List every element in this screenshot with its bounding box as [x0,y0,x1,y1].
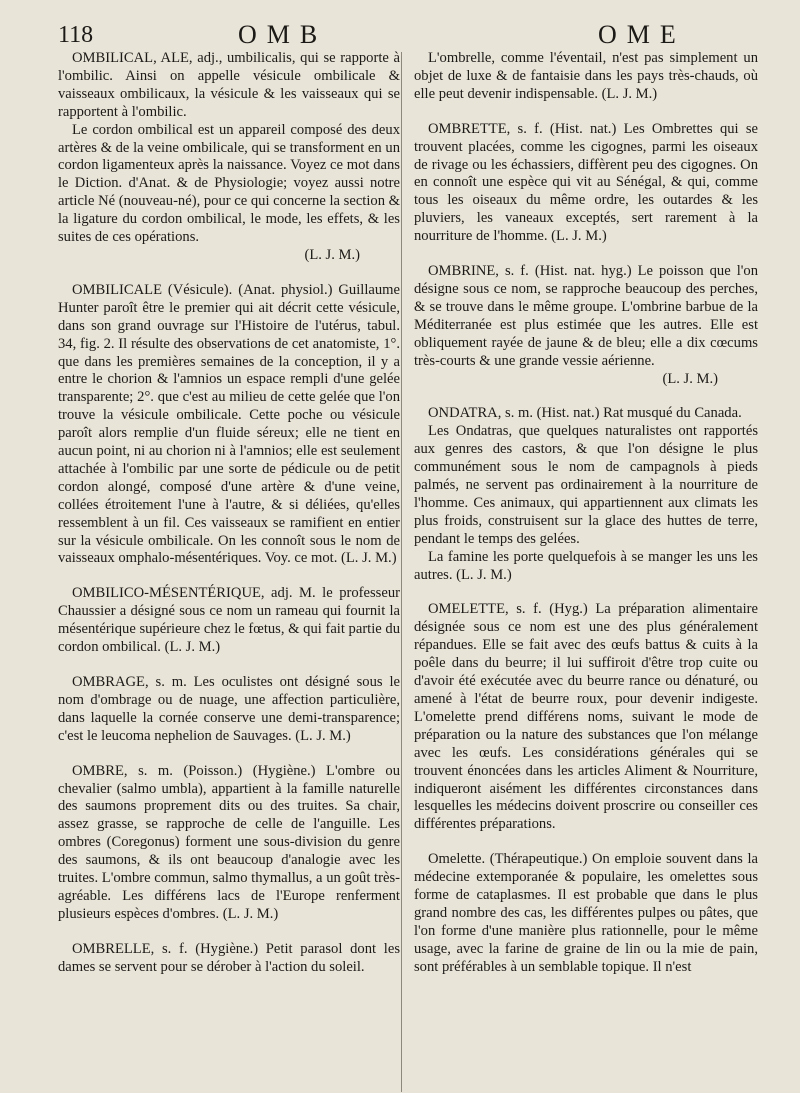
entry-ondatra [414,405,758,584]
page-number: 118 [58,22,94,48]
entry-paragraph: OMBRETTE, s. f. (Hist. nat.) Les Ombrettes qui se trouvent placées, comme les cigognes, parmi les oiseaux de rivage ou les échassiers, diffèrent peu des cigognes. On en connoît une espèce qui vit au Sénégal, & qui, comme tous les oiseaux du même ordre, les outardes & les pluviers, les vaneaux exceptés, sert rarement à la nourriture de l'homme. (L. J. M.) [414,120,758,245]
entry-ombrage [58,674,400,746]
entry-paragraph: OMBRELLE, s. f. (Hygiène.) Petit parasol dont les dames se servent pour se dérober à l'action du soleil. [58,940,400,975]
entry-paragraph: L'ombrelle, comme l'éventail, n'est pas simplement un objet de luxe & de fantaisie dans les pays très-chauds, où elle peut devenir indispensable. (L. J. M.) [414,50,758,102]
entry-omelette-therapeutique [414,851,758,976]
entry-ombrette [414,121,758,246]
entry-paragraph: OMBRE, s. m. (Poisson.) (Hygiène.) L'ombre ou chevalier (salmo umbla), appartient à la famille naturelle des saumons proprement dits ou des truites. Sa chair, assez grasse, se rapproche de celle de l'anguille. Les ombres (Coregonus) forment une sous-division du genre des saumons, & ils ont beaucoup d'analogie avec les truites. L'ombre commun, salmo thymallus, a un goût très-agréable. Les différens lacs de l'Europe renferment plusieurs espèces d'ombres. (L. J. M.) [58,762,400,922]
right-column [414,50,758,994]
entry-paragraph: Omelette. (Thérapeutique.) On emploie souvent dans la médecine extemporanée & populaire, les omelettes sous forme de cataplasmes. Il est probable que dans le plus grand nombre des cas, les différentes pulpes ou pâtes, que l'on forme d'une manière plus rationnelle, pour le même usage, avec la farine de graine de lin ou la mie de pain, sont préférables à un semblable topique. Il n'est [414,851,758,975]
entry-ombrine [414,263,758,388]
left-column [58,50,400,994]
page-header [50,18,770,52]
column-divider [401,52,402,1092]
entry-ombilical [58,50,400,265]
entry-paragraph: OMBILICAL, ALE, adj., umbilicalis, qui se rapporte à l'ombilic. Ainsi on appelle vésicule ombilicale & vaisseaux ombilicaux, la vésicule & les vaisseaux qui se rapportent à l'ombilic. [58,50,400,120]
entry-signature: (L. J. M.) [662,370,718,387]
entry-ombre [58,763,400,924]
entry-ombilico-mesenterique [58,585,400,657]
entry-paragraph: Les Ondatras, que quelques naturalistes ont rapportés aux genres des castors, & que l'on désigne le plus communément sous le nom de campagnols à pieds palmés, ne servent pas ordinairement à la nourriture de l'homme. Ces animaux, qui appartiennent aux climats les plus froids, construisent sur la glace des huttes de terre, pendant le temps des gelées. [414,423,758,547]
entry-ombrelle-continued [414,50,758,104]
entry-ombrelle [58,941,400,977]
entry-paragraph: OMBILICO-MÉSENTÉRIQUE, adj. M. le professeur Chaussier a désigné sous ce nom un rameau qui fournit la mésentérique supérieure chez le fœtus, & qui fait partie du cordon ombilical. (L. J. M.) [58,585,401,656]
entry-omelette [414,601,758,834]
entry-paragraph: OMBILICALE (Vésicule). (Anat. physiol.) Guillaume Hunter paroît être le premier qui ait décrit cette vésicule, dans son grand ouvrage sur l'Histoire de l'utérus, tabul. 34, fig. 2. Il résulte des observations de cet anatomiste, 1°. que dans les premières semaines de la conception, il y a entre le chorion & l'amnios un espace rempli d'une gelée transparente; 2°. que c'est au milieu de cette gelée que l'on trouve la vésicule ombilicale. Cette poche ou vésicule paroît alors remplie d'un fluide séreux; elle ne tient en aucun point, ni au chorion ni à l'amnios; elle est seulement attachée à l'ombilic par une sorte de pédicule ou de petit cordon alongé, composé d'une artère & d'une veine, collées étroitement l'une à l'autre, & si déliées, qu'elles ressemblent à un fil. Ces vaisseaux se ramifient en entier sur la vésicule ombilicale. On les connoît sous le nom de vaisseaux omphalo-mésentériques. Voy. ce mot. (L. J. M.) [58,281,400,567]
entry-paragraph: OMELETTE, s. f. (Hyg.) La préparation alimentaire désignée sous ce nom est une des plus généralement répandues. Elle se fait avec des œufs battus & cuits à la poêle dans du beurre; il lui suffiroit d'être trop cuite ou d'avoir été exécutée avec du beurre rance ou dénaturé, ou amené à l'état de beurre roux, pour devenir indigeste. L'omelette prend différens noms, suivant le mode de préparation ou la nature des substances que l'on mélange avec les œufs. Les considérations générales qui se trouvent énoncées dans les articles Aliment & Nourriture, indiqueront aisément les différentes circonstances dans lesquelles les médecins doivent proscrire ou conseiller ces différentes préparations. [414,601,758,833]
entry-ombilicale [58,282,400,569]
entry-paragraph: Le cordon ombilical est un appareil composé des deux artères & de la veine ombilicale, qui se transforment en un cordon ligamenteux après la naissance. Voyez ce mot dans le Diction. d'Anat. & de Physiologie; voyez aussi notre article Né (nouveau-né), pour ce qui concerne la section & la ligature du cordon ombilical, le mode, les effets, & les suites de ces opérations. [58,121,400,246]
running-head-left: OMB [238,20,328,49]
running-head-right: OME [598,20,686,49]
entry-paragraph: ONDATRA, s. m. (Hist. nat.) Rat musqué du Canada. [428,405,742,422]
entry-paragraph: La famine les porte quelquefois à se manger les uns les autres. (L. J. M.) [414,548,758,583]
entry-paragraph: OMBRAGE, s. m. Les oculistes ont désigné sous le nom d'ombrage ou de nuage, une affection particulière, dans laquelle la cornée conserve une demi-transparence; c'est le leucoma nephelion de Sauvages. (L. J. M.) [58,674,400,744]
entry-signature: (L. J. M.) [304,246,360,263]
entry-paragraph: OMBRINE, s. f. (Hist. nat. hyg.) Le poisson que l'on désigne sous ce nom, se rapproche beaucoup des perches, & se trouve dans le même groupe. L'ombrine barbue de la Méditerranée est plus estimée que les autres. Elle est obliquement rayée de jaune & de bleu; elle a dix cœcums très-courts & une grande vessie aérienne. [414,263,758,369]
